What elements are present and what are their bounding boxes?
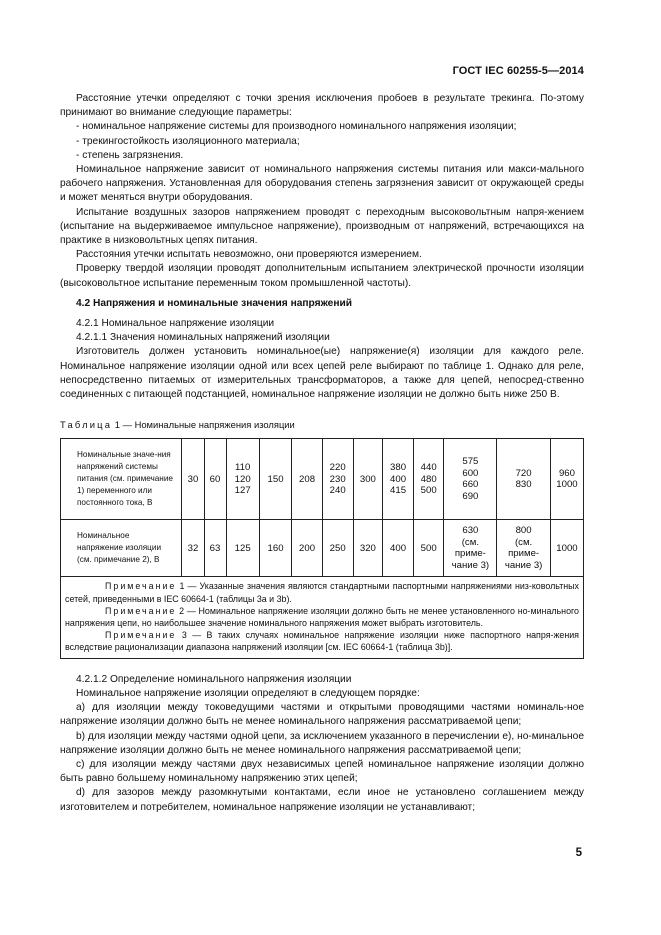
table-cell: 380 400 415	[383, 439, 414, 520]
list-item: b) для изоляции между частями одной цепи, за исключением указанного в перечислении e), но-минальное напряжение изоляции должно быть не менее номинального напряжения рассматриваемой цепи;	[60, 730, 584, 756]
paragraph: Изготовитель должен установить номинальное(ые) напряжение(я) изоляции для каждого реле. Номинальное напряжение изоляции одной или всех цепей реле выбирают по таблице 1. Однако для реле, непосредственно питаемых от измерительных трансформаторов, а также для цепей, непосред-ственно соединенных с питающей подстанцией, номинальное напряжение изоляции не должно быть ниже 250 В.	[60, 346, 584, 401]
table-note: Примечание 1 — Указанные значения являются стандартными паспортными напряжениями низ-ковольтных сетей, приведенными в IEC 60664-1 (таблицы 3a и 3b).	[65, 581, 579, 604]
subsection-heading: 4.2.1 Номинальное напряжение изоляции	[76, 318, 275, 330]
list-item: - степень загрязнения.	[76, 149, 184, 161]
paragraph: Расстояние утечки определяют с точки зрения исключения пробоев в результате трекинга. По-этому принимают во внимание следующие параметры:	[60, 93, 584, 119]
table-note: Примечание 2 — Номинальное напряжение изоляции должно быть не менее установленного но-минального напряжения цепи, но наибольшее значение номинального напряжения может выбрать изготовитель.	[65, 605, 579, 629]
table-cell: 160	[259, 520, 291, 577]
table-cell: 30	[182, 439, 204, 520]
table-caption	[60, 418, 584, 432]
subsection-heading: 4.2.1.2 Определение номинального напряжения изоляции	[76, 673, 352, 685]
table-cell: 110 120 127	[226, 439, 259, 520]
table-cell: 800 (см. приме- чание 3)	[497, 520, 551, 577]
table-row-label: Номинальное напряжение изоляции (см. примечание 2), В	[61, 520, 182, 577]
table-caption-text: 1 — Номинальные напряжения изоляции	[112, 419, 295, 431]
table-cell: 125	[226, 520, 259, 577]
voltage-table	[60, 438, 584, 658]
list-item: - трекингостойкость изоляционного материала;	[76, 135, 300, 147]
table-notes	[61, 577, 584, 658]
table-cell: 300	[353, 439, 383, 520]
paragraph: Проверку твердой изоляции проводят дополнительным испытанием электрической прочности изоляции (высоковольтное испытание переменным током промышленной частоты).	[60, 263, 584, 289]
table-cell: 320	[353, 520, 383, 577]
table-cell: 150	[259, 439, 291, 520]
page-body	[60, 92, 584, 815]
paragraph: Испытание воздушных зазоров напряжением проводят с переходным высоковольтным напря-жением (испытание на выдерживаемое импульсное напряжение), производным от напряжений, встречающихся на практике в низковольтных цепях питания.	[60, 206, 584, 247]
table-cell: 250	[322, 520, 353, 577]
paragraph: Расстояния утечки испытать невозможно, они проверяются измерением.	[76, 249, 422, 261]
table-row	[61, 520, 584, 577]
table-caption-word: Таблица	[60, 419, 113, 431]
table-cell: 32	[182, 520, 204, 577]
table-cell: 575 600 660 690	[444, 439, 497, 520]
table-row	[61, 577, 584, 658]
subsection-heading: 4.2.1.1 Значения номинальных напряжений изоляции	[76, 332, 330, 344]
document-code-header: ГОСТ IEC 60255-5—2014	[452, 65, 584, 77]
table-cell: 960 1000	[550, 439, 583, 520]
table-row	[61, 439, 584, 520]
table-row-label: Номинальные значе-ния напряжений системы питания (см. примечание 1) переменного или постоянного тока, В	[61, 439, 182, 520]
table-cell: 220 230 240	[322, 439, 353, 520]
table-cell: 208	[292, 439, 323, 520]
table-cell: 500	[413, 520, 444, 577]
table-cell: 440 480 500	[413, 439, 444, 520]
section-heading: 4.2 Напряжения и номинальные значения напряжений	[76, 297, 353, 309]
table-cell: 630 (см. приме- чание 3)	[444, 520, 497, 577]
table-cell: 63	[204, 520, 226, 577]
paragraph: Номинальное напряжение зависит от номинального напряжения системы питания или макси-мального рабочего напряжения. Установленная для оборудования степень загрязнения зависит от окружающей среды и может меняться внутри оборудования.	[60, 164, 584, 204]
list-item: d) для зазоров между разомкнутыми контактами, если иное не установлено соглашением между изготовителем и потребителем, номинальное напряжение изоляции не устанавливают;	[60, 787, 584, 813]
paragraph: Номинальное напряжение изоляции определяют в следующем порядке:	[76, 687, 420, 699]
table-cell: 200	[292, 520, 323, 577]
table-note: Примечание 3 — В таких случаях номинальное напряжение изоляции ниже паспортного напря-жения вследствие рационализации диапазона напряжений изоляции [см. IEC 60664-1 (таблица 3b)].	[65, 630, 579, 653]
table-cell: 1000	[550, 520, 583, 577]
table-cell: 60	[204, 439, 226, 520]
page-number: 5	[575, 847, 582, 859]
table-cell: 400	[383, 520, 414, 577]
table-cell: 720 830	[497, 439, 551, 520]
list-item: - номинальное напряжение системы для производного номинального напряжения изоляции;	[76, 121, 517, 133]
list-item: a) для изоляции между токоведущими частями и открытыми проводящими частями номиналь-ное напряжение изоляции должно быть не менее номинального напряжения рассматриваемой цепи;	[60, 702, 584, 728]
list-item: c) для изоляции между частями двух независимых цепей номинальное напряжение изоляции должно быть равно большему номинальному напряжению этих цепей;	[60, 758, 584, 785]
